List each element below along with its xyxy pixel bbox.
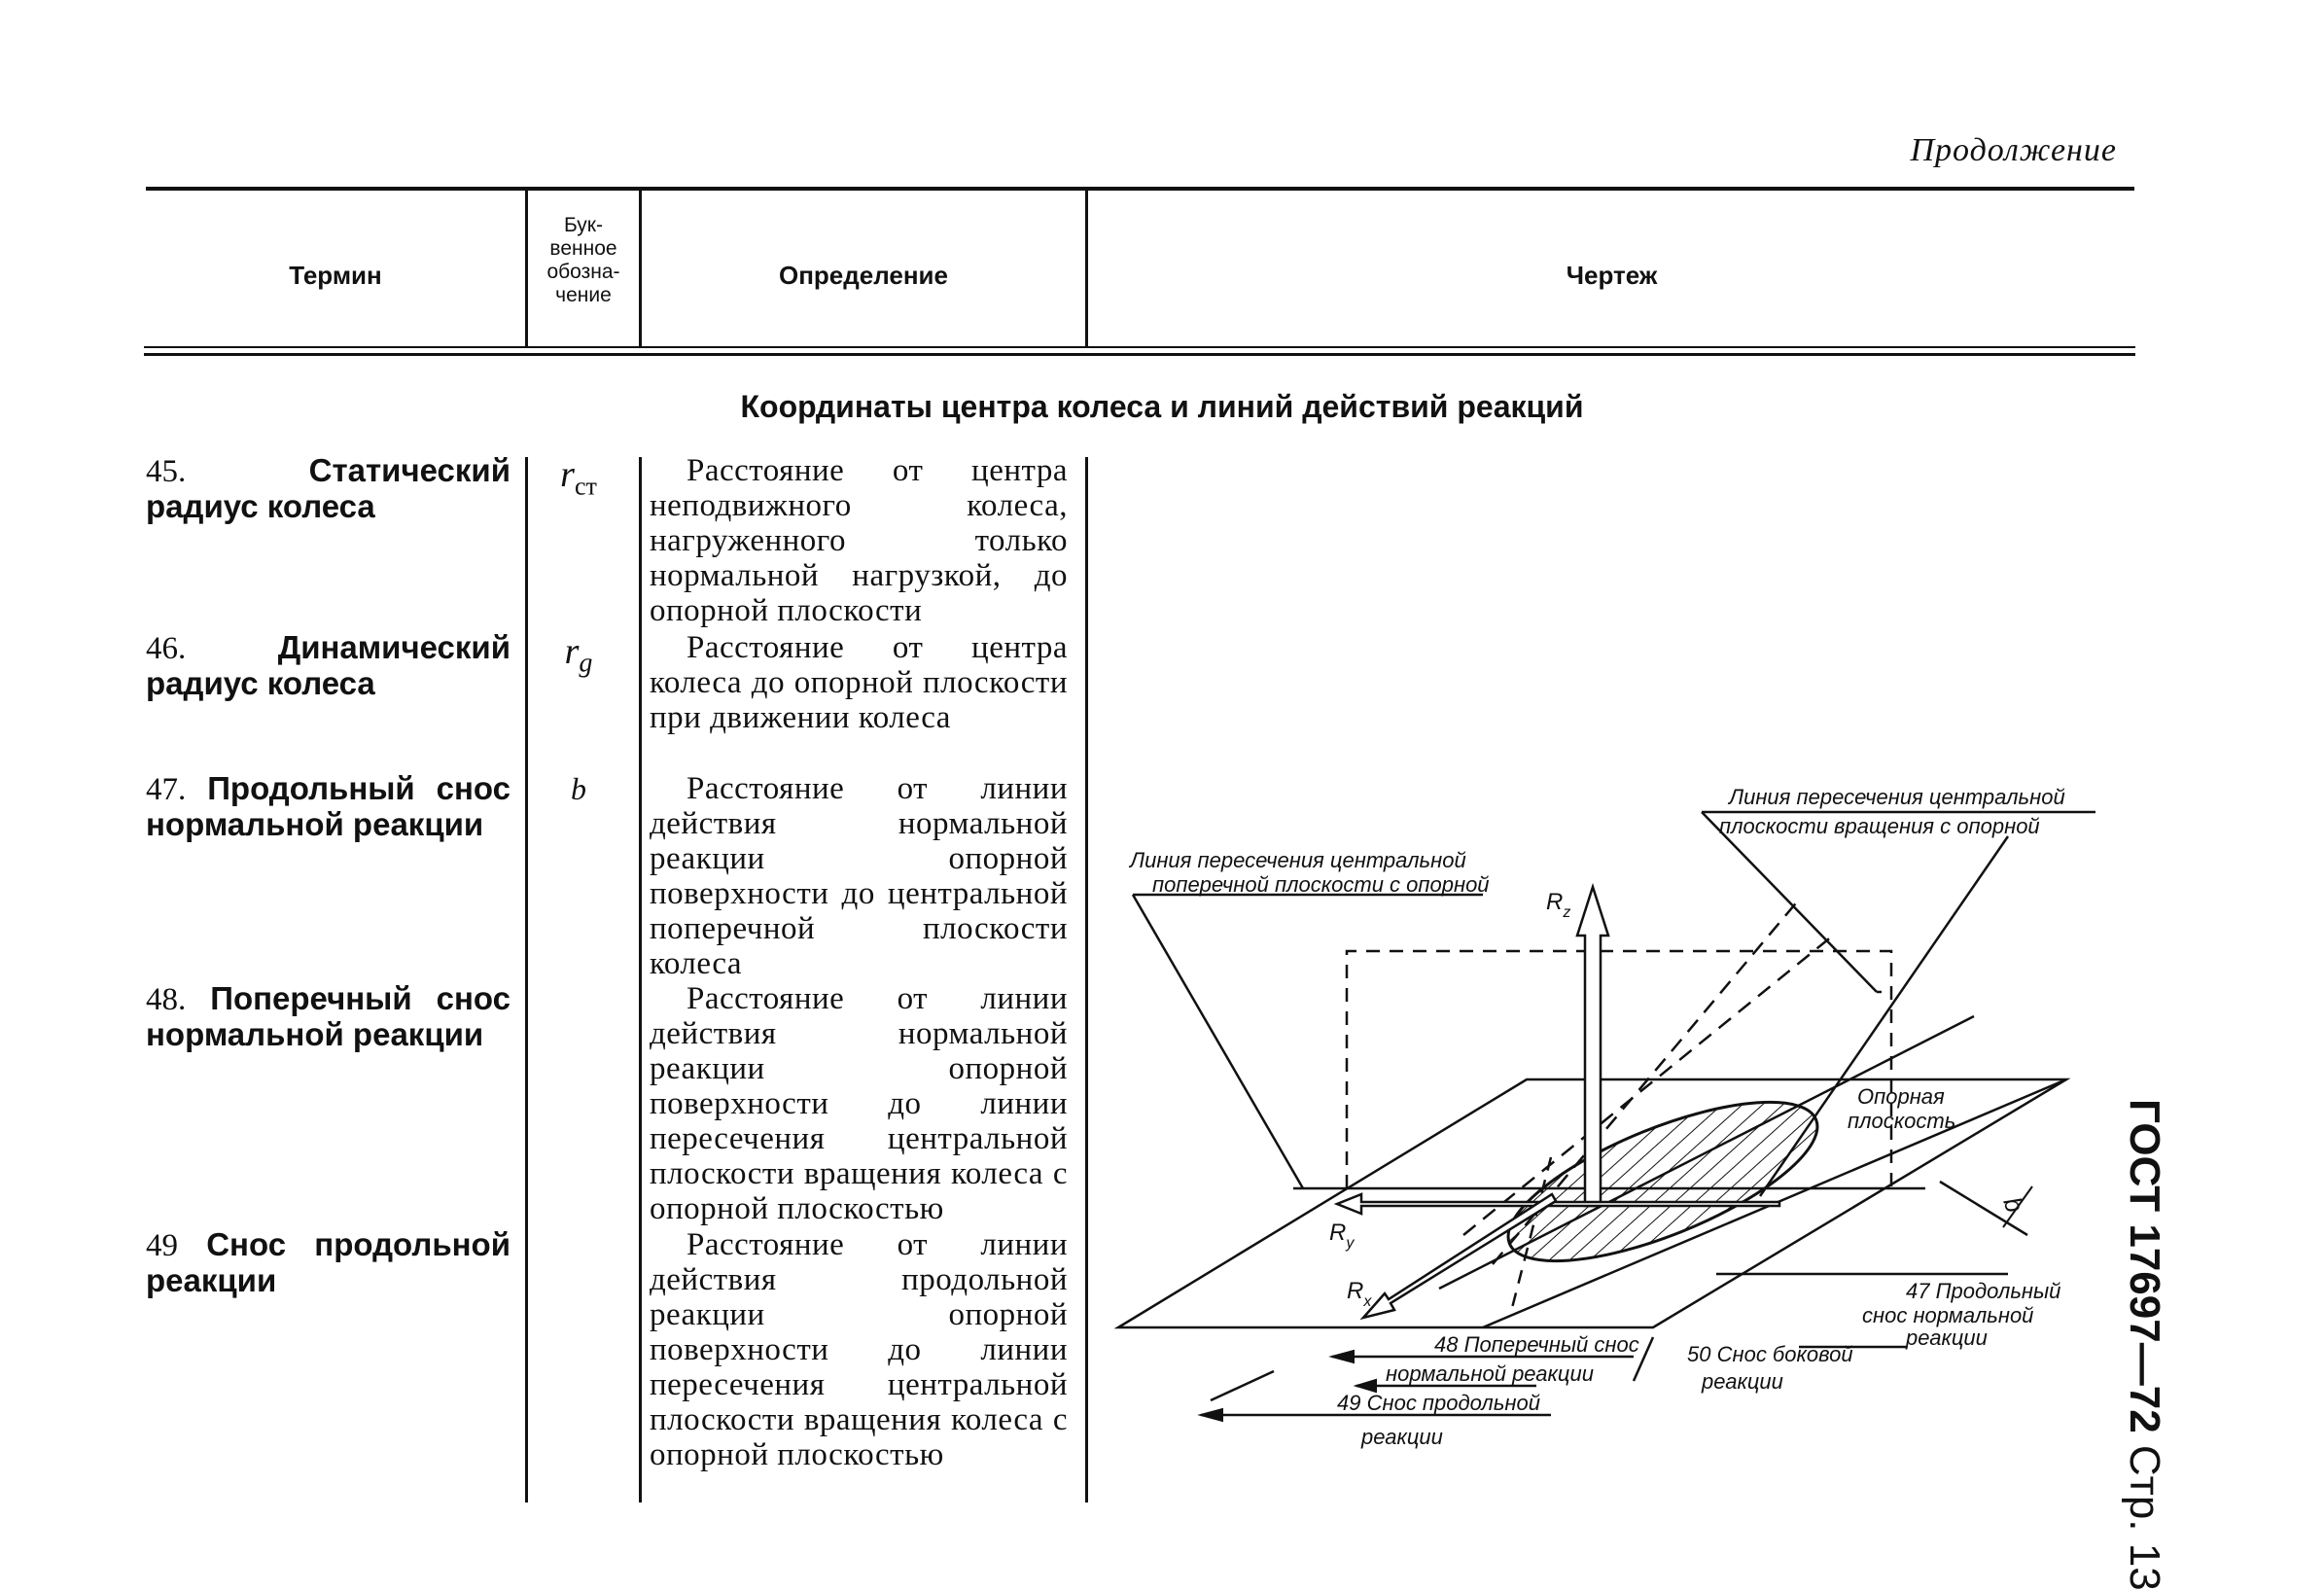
label-49-2: реакции — [1361, 1425, 1443, 1449]
definition-49: Расстояние от линии действия продольной реакции опорной поверхности до линии пересечения центральной плоскости вращения колеса с опорной плоскостью — [650, 1227, 1068, 1472]
label-rx: $R_x$ — [1347, 1278, 1372, 1310]
label-b: b — [1997, 1192, 2030, 1217]
contact-patch — [1490, 1070, 1836, 1292]
label-ry: $R_y$ — [1329, 1220, 1355, 1252]
symbol-47: b — [571, 771, 586, 806]
label-top-left-1: Линия пересечения центральной — [1130, 848, 1466, 872]
label-50-2: реакции — [1702, 1369, 1783, 1394]
label-50-1: 50 Снос боковой — [1687, 1342, 1853, 1366]
label-plane-1: Опорная — [1857, 1084, 1945, 1109]
label-47-3: реакции — [1906, 1326, 1988, 1350]
label-plane-2: плоскость — [1848, 1109, 1956, 1133]
label-48-2: нормальной реакции — [1386, 1361, 1594, 1386]
label-top-right-2: плоскости вращения с опорной — [1719, 814, 2040, 838]
symbol-46: $r_g$ — [564, 631, 593, 679]
definition-46: Расстояние от центра колеса до опорной плоскости при движении колеса — [650, 630, 1068, 735]
label-49-1: 49 Снос продольной — [1337, 1391, 1540, 1415]
standard-side-label: ГОСТ 17697—72 Стр. 13 — [2121, 1099, 2168, 1591]
term-47: 47. Продольный снос нормальной реакции — [146, 770, 511, 842]
header-symbol: Бук- венное обозна- чение — [546, 214, 620, 306]
definition-47: Расстояние от линии действия нормальной реакции опорной поверхности до центральной поперечной плоскости колеса — [650, 771, 1068, 981]
label-47-1: 47 Продольный — [1906, 1279, 2061, 1303]
label-top-right-1: Линия пересечения центральной — [1729, 785, 2065, 809]
header-term: Термин — [289, 261, 382, 290]
term-48: 48. Поперечный снос нормальной реакции — [146, 980, 511, 1052]
definition-48: Расстояние от линии действия нормальной реакции опорной поверхности до линии пересечения центральной плоскости вращения колеса с опорной плоскостью — [650, 981, 1068, 1226]
term-45: 45. Статический радиус колеса — [146, 452, 511, 524]
continuation-label: Продолжение — [1910, 132, 2117, 168]
label-47-2: снос нормальной — [1862, 1303, 2034, 1327]
definition-45: Расстояние от центра неподвижного колеса, нагруженного только нормальной нагрузкой, до опорной плоскости — [650, 453, 1068, 628]
term-49: 49 Снос продольной реакции — [146, 1226, 511, 1298]
label-rz: $R_z$ — [1546, 889, 1571, 921]
label-top-left-2: поперечной плоскости с опорной — [1152, 872, 1490, 897]
header-drawing: Чертеж — [1566, 261, 1658, 290]
header-definition: Определение — [778, 261, 948, 290]
symbol-45: $r_{ст}$ — [560, 454, 597, 501]
section-title: Координаты центра колеса и линий действий реакций — [740, 389, 1584, 424]
term-46: 46. Динамический радиус колеса — [146, 629, 511, 701]
label-48-1: 48 Поперечный снос — [1434, 1332, 1639, 1357]
